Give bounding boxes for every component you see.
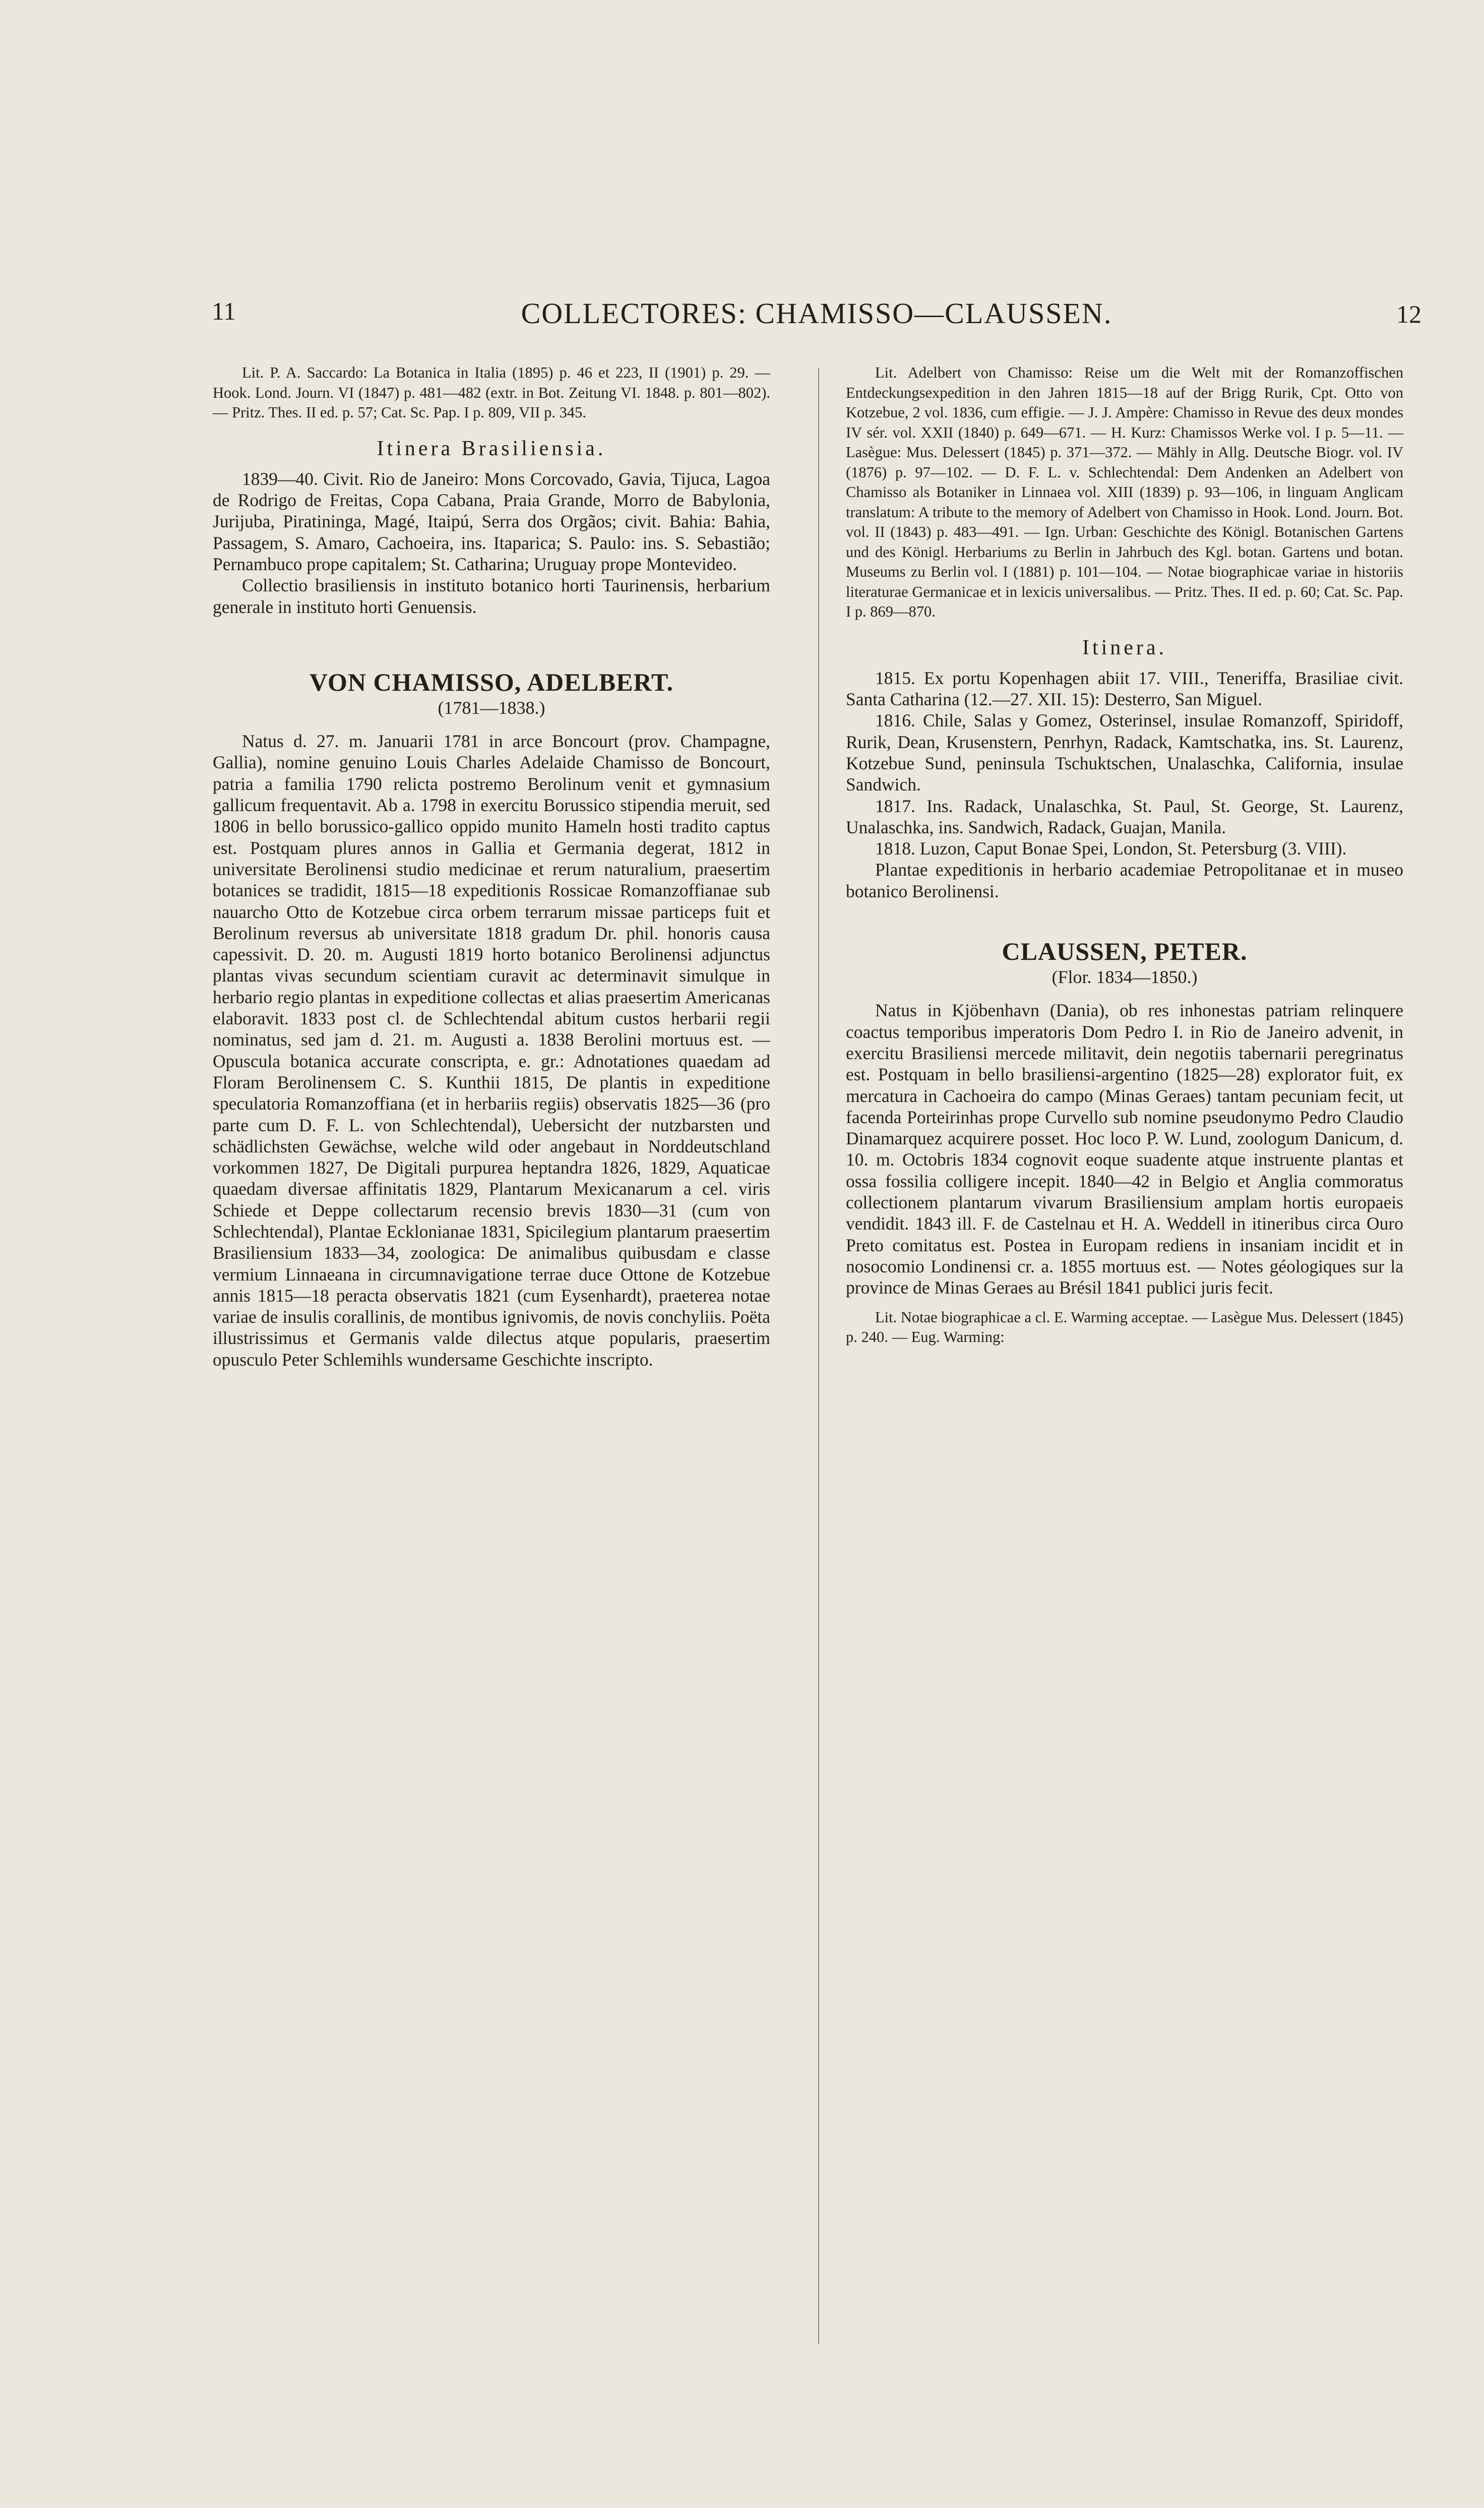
itinera-1815: 1815. Ex portu Kopenhagen abiit 17. VIII., Teneriffa, Brasiliae civit. Santa Catharina (12.—27. XII. 15): Desterro, San Miguel. [846, 667, 1403, 710]
page-number-right: 12 [1396, 300, 1421, 328]
plantae-paragraph: Plantae expeditionis in herbario academiae Petropolitanae et in museo botanico Berolinensi. [846, 860, 1403, 901]
itinera-1816: 1816. Chile, Salas y Gomez, Osterinsel, insulae Romanzoff, Spiridoff, Rurik, Dean, Krusenstern, Penrhyn, Radack, Kamtschatka, ins. St. Laurenz, Kotzebue Sund, peninsula Tschuktschen, Unalaschka, California, insulae Sandwich. [846, 710, 1403, 795]
lit-saccardo-paragraph: Lit. P. A. Saccardo: La Botanica in Italia (1895) p. 46 et 223, II (1901) p. 29. — Hook. Lond. Journ. VI (1847) p. 481—482 (extr. in Bot. Zeitung VI. 1848. p. 801—802). — Pritz. Thes. II ed. p. 57; Cat. Sc. Pap. I p. 809, VII p. 345. [213, 364, 770, 421]
itinera-1839-paragraph: 1839—40. Civit. Rio de Janeiro: Mons Corcovado, Gavia, Tijuca, Lagoa de Rodrigo de Freitas, Copa Cabana, Praia Grande, Morro de Babylonia, Jurijuba, Piratininga, Magé, Itaipú, Serra dos Orgãos; civit. Bahia: Bahia, Passagem, S. Amaro, Cachoeira, ins. Itaparica; S. Paulo: ins. S. Sebastião; Pernambuco prope capitalem; St. Catharina; Uruguay prope Montevideo. [213, 468, 770, 574]
left-column [213, 363, 770, 1370]
itinera-brasiliensia-heading: Itinera Brasiliensia. [377, 437, 606, 460]
lit-claussen-paragraph: Lit. Notae biographicae a cl. E. Warming acceptae. — Lasègue Mus. Delessert (1845) p. 240. — Eug. Warming: [846, 1308, 1403, 1346]
chamisso-heading: VON CHAMISSO, ADELBERT. [309, 667, 674, 696]
claussen-biography: Natus in Kjöbenhavn (Dania), ob res inhonestas patriam relinquere coactus temporibus imperatoris Dom Pedro I. in Rio de Janeiro advenit, in exercitu Brasiliensi mercede militavit, dein negotiis tabernarii peregrinatus est. Postquam in bello brasiliensi-argentino (1825—28) explorator fuit, ex mercatura in Cachoeira do campo (Minas Geraes) tantam pecuniam fecit, ut facenda Porteirinhas prope Curvello sub nomine pseudonymo Pedro Claudio Dinamarquez acquirere posset. Hoc loco P. W. Lund, zoologum Danicum, d. 10. m. Octobris 1834 cognovit eoque suadente atque instruente plantas et ossa fossilia colligere incepit. 1840—42 in Belgio et Anglia commoratus collectionem plantarum vivarum Brasiliensium amplam hortis europaeis vendidit. 1843 ill. F. de Castelnau et H. A. Weddell in itineribus circa Ouro Preto comitatus est. Postea in Europam rediens in insaniam incidit et in nosocomio Londinensi cr. a. 1855 mortuus est. — Notes géologiques sur la province de Minas Geraes au Brésil 1841 publici juris fecit. [846, 1000, 1403, 1298]
chamisso-dates: (1781—1838.) [438, 697, 545, 718]
page-number-left: 11 [212, 297, 236, 325]
itinera-1818: 1818. Luzon, Caput Bonae Spei, London, St. Petersburg (3. VIII). [875, 838, 1347, 859]
claussen-heading: CLAUSSEN, PETER. [1002, 937, 1248, 966]
column-divider [818, 368, 819, 2344]
chamisso-biography: Natus d. 27. m. Januarii 1781 in arce Boncourt (prov. Champagne, Gallia), nomine genuino Louis Charles Adelaide Chamisso de Boncourt, patria a familia 1790 relicta postremo Berolinum venit et gymnasium gallicum frequentavit. Ab a. 1798 in exercitu Borussico stipendia meruit, sed 1806 in bello borussico-gallico oppido munito Hameln hosti tradito captus est. Postquam plures annos in Gallia et Germania degerat, 1812 in universitate Berolinensi studio medicinae et rerum naturalium, praesertim botanices se tradidit, 1815—18 expeditionis Rossicae Romanzoffianae sub nauarcho Otto de Kotzebue circa orbem terrarum missae particeps fuit et Berolinum reversus ab universitate 1818 gradum Dr. phil. honoris causa capessivit. D. 20. m. Augusti 1819 horto botanico Berolinensi adjunctus plantas vivas secundum scientiam curavit ac determinavit simulque in herbario regio plantas in expeditione collectas et alias praesertim Americanas elaboravit. 1833 post cl. de Schlechtendal abitum custos herbarii regii nominatus, sed jam d. 21. m. Augusti a. 1838 Berolini mortuus est. — Opuscula botanica accurate conscripta, e. gr.: Adnotationes quaedam ad Floram Berolinensem C. S. Kunthii 1815, De plantis in expeditione speculatoria Romanzoffiana (et in herbariis regiis) observatis 1825—36 (pro parte cum D. F. L. von Schlechtendal), Uebersicht der nutzbarsten und schädlichsten Gewächse, welche wild oder angebaut in Norddeutschland vorkommen 1827, De Digitali purpurea heptandra 1826, 1829, Aquaticae quaedam diversae affinitatis 1829, Plantarum Mexicanarum a cel. viris Schiede et Deppe collectarum recensio brevis 1830—31 (cum von Schlechtendal), Plantae Ecklonianae 1831, Spicilegium plantarum praesertim Brasiliensium 1833—34, zoologica: De animalibus quibusdam e classe vermium Linnaeana in circumnavigatione terrae duce Ottone de Kotzebue annis 1815—18 peracta observatis 1821 (cum Eysenhardt), praeterea notae variae de insulis corallinis, de montibus ignivomis, de novis conchyliis. Poëta illustrissimus et Germanis valde dilectus atque popularis, praesertim opusculo Peter Schlemihls wundersame Geschichte inscripto. [213, 731, 770, 1370]
page-header [212, 296, 1421, 337]
collectio-paragraph: Collectio brasiliensis in instituto botanico horti Taurinensis, herbarium generale in instituto horti Genuensis. [213, 575, 770, 617]
running-title: COLLECTORES: CHAMISSO—CLAUSSEN. [521, 297, 1112, 330]
claussen-dates: (Flor. 1834—1850.) [1052, 967, 1198, 988]
itinera-1817: 1817. Ins. Radack, Unalaschka, St. Paul, St. George, St. Laurenz, Unalaschka, ins. Sandwich, Radack, Guajan, Manila. [846, 796, 1403, 837]
right-column [846, 363, 1403, 1348]
lit-chamisso-paragraph: Lit. Adelbert von Chamisso: Reise um die Welt mit der Romanzoffischen Entdeckungsexpedition in den Jahren 1815—18 auf der Brigg Rurik, Cpt. Otto von Kotzebue, 2 vol. 1836, cum effigie. — J. J. Ampère: Chamisso in Revue des deux mondes IV sér. vol. XXII (1840) p. 649—671. — H. Kurz: Chamissos Werke vol. I p. 5—11. — Lasègue: Mus. Delessert (1845) p. 371—372. — Mähly in Allg. Deutsche Biogr. vol. IV (1876) p. 97—102. — D. F. L. v. Schlechtendal: Dem Andenken an Adelbert von Chamisso als Botaniker in Linnaea vol. XIII (1839) p. 93—106, in linguam Anglicam translatum: A tribute to the memory of Adelbert von Chamisso in Hook. Lond. Journ. Bot. vol. II (1843) p. 483—491. — Ign. Urban: Geschichte des Königl. Botanischen Gartens und des Königl. Herbariums zu Berlin in Jahrbuch des Kgl. botan. Gartens und botan. Museums zu Berlin vol. I (1881) p. 101—104. — Notae biographicae variae in historiis literaturae Germanicae et in lexicis universalibus. — Pritz. Thes. II ed. p. 60; Cat. Sc. Pap. I p. 869—870. [846, 364, 1403, 620]
itinera-heading: Itinera. [1082, 636, 1167, 659]
